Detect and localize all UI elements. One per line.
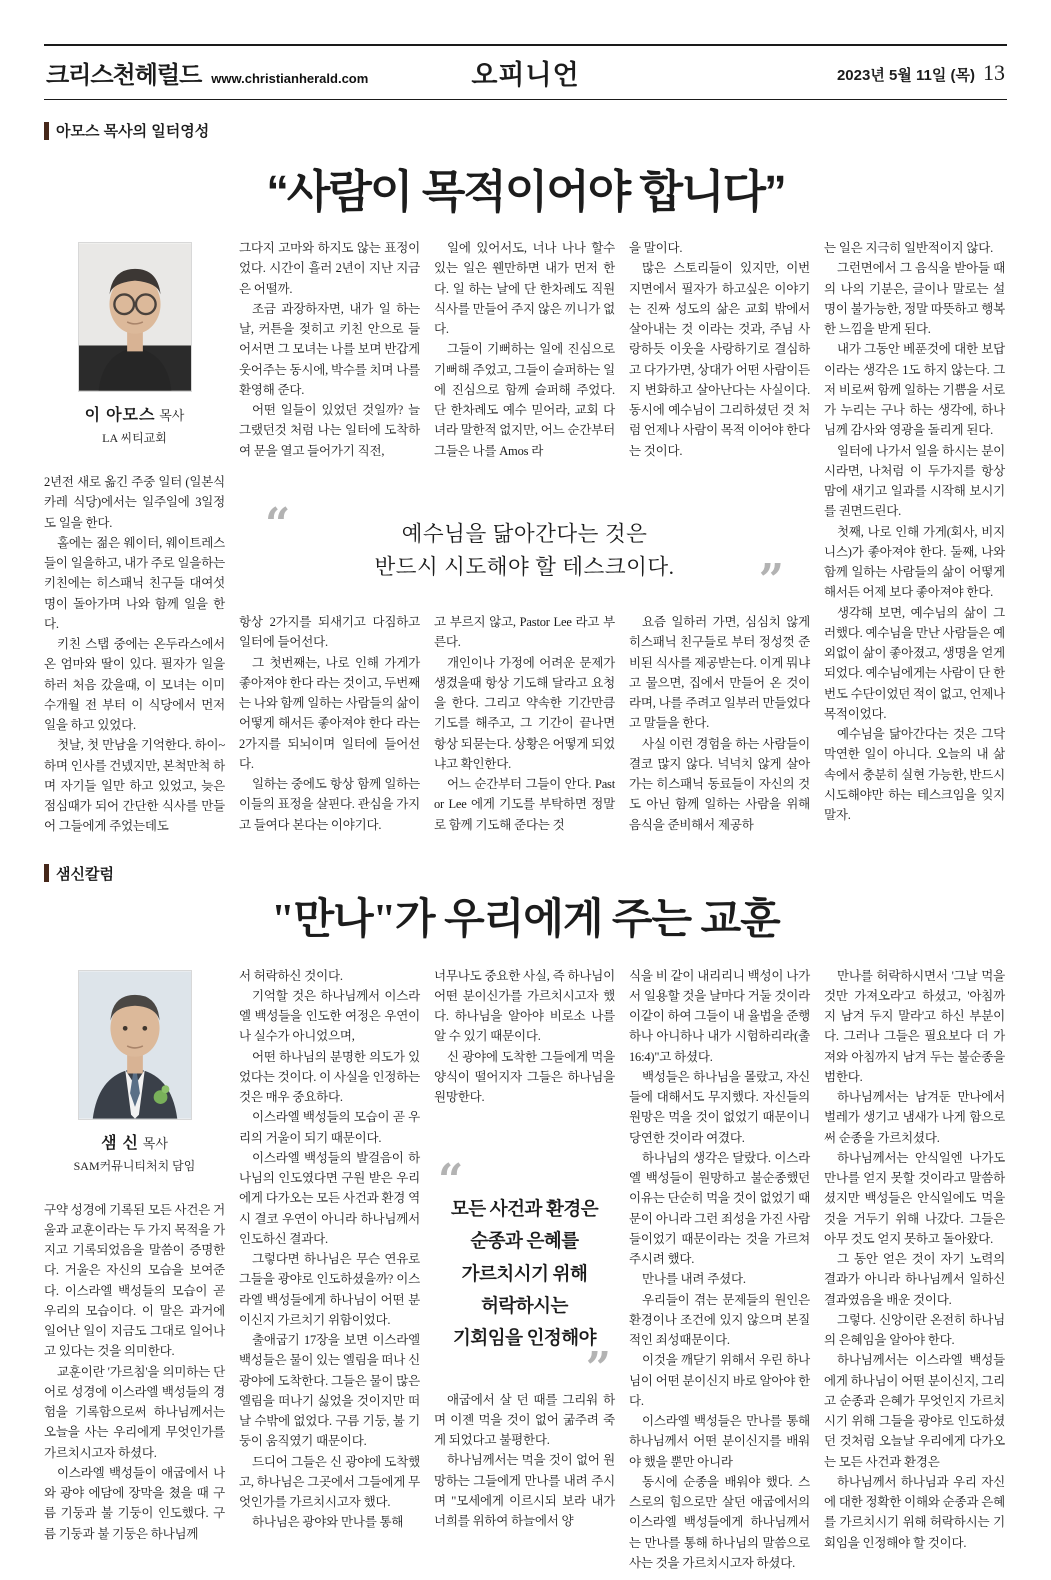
paragraph: 고 부르지 않고, Pastor Lee 라고 부른다. [434,615,615,650]
article1-middle-top [239,238,810,490]
paragraph: 식을 비 같이 내리리니 백성이 나가서 일용할 것을 날마다 거둘 것이라 이같이 하여 그들이 내 율법을 준행하나 아니하나 내가 시험하리라(출16:4)"고 하셨다. [629,968,810,1064]
article2-author-card [44,970,225,1174]
section-title: 오피니언 [471,60,580,90]
article1-author-card [44,242,225,446]
paragraph: 그렇다. 신앙이란 온전히 하나님의 은혜임을 알아야 한다. [824,1312,1005,1347]
paragraph: 하나님은 광야와 만나를 통해 [252,1515,404,1530]
page-header [44,44,1007,100]
article2-col1-text [44,1200,225,1544]
author1-byline [44,402,225,425]
article2-col1 [44,966,225,1574]
article2-col3-bottom [434,1390,615,1532]
header-left [46,55,368,90]
quote-line: 모든 사건과 환경은 [450,1199,599,1220]
close-quote-icon: ” [758,554,784,606]
paragraph: 첫날, 첫 만남을 기억한다. 하이~ 하며 인사를 건넸지만, 본척만척 하며 자기들 일만 하고 있었고, 늦은 점심때가 되어 간단한 식사를 만들어 그들에게 주었는데도 [44,738,225,834]
article1-headline: “사람이 목적이어야 합니다” [266,166,785,217]
paragraph: 이스라엘 백성들의 발걸음이 하나님의 인도였다면 구원 받은 우리에게 다가오는 모든 사건과 환경 역시 결코 우연이 아니라 하나님께서 인도하신 결과다. [239,1150,420,1246]
paragraph: 하나님께서는 남겨둔 만나에서 벌레가 생기고 냄새가 나게 함으로써 순종을 가르치셨다. [824,1090,1005,1145]
article1-col4-top [629,238,810,490]
paragraph: 서 허락하신 것이다. [239,968,343,983]
article1-col5-text [824,238,1005,837]
paragraph: 이스라엘 백성들은 만나를 통해 하나님께서 어떤 분이신지를 배워야 했을 뿐만 아니라 [629,1414,810,1469]
paragraph: 이것을 깨닫기 위해서 우린 하나님이 어떤 분이신지 바로 알아야 한다. [629,1353,810,1408]
article1-middle-bottom [239,612,810,835]
paragraph: 일하는 중에도 항상 함께 일하는 이들의 표정을 살핀다. 관심을 가지고 들여다 본다는 이야기다. [239,777,420,832]
article2-kicker [44,863,1007,884]
article1-col2-top [239,238,420,490]
masthead-logo: 크리스천헤럴드 [46,62,202,89]
page-number: 13 [983,59,1005,85]
paragraph: 만나를 내려 주셨다. [642,1272,746,1287]
paragraph: 홀에는 젊은 웨이터, 웨이트레스 들이 일을하고, 내가 주로 일을하는 키친에는 히스패닉 친구들 대여섯 명이 돌아가며 나와 함께 일을 한다. [44,535,225,631]
paragraph: 만나를 허락하시면서 '그날 먹을 것만 가져오라'고 하셨고, '아침까지 남겨 두지 말라'고 하신 부분이다. 그러나 그들은 필요보다 더 가져와 아침까지 남겨 두는 불순종을 범한다. [824,968,1005,1084]
paragraph: 백성들은 하나님을 몰랐고, 자신들에 대해서도 무지했다. 자신들의 원망은 먹을 것이 없었기 때문이니 당연한 것이라 여겼다. [629,1069,810,1145]
paragraph: 사실 이런 경험을 하는 사람들이 결코 많지 않다. 넉넉치 않게 살아가는 히스패닉 동료들이 자신의 것도 아닌 함께 일하는 사람을 위해 음식을 준비해서 제공하 [629,736,810,832]
paragraph: 그 첫번째는, 나로 인해 가게가 좋아져야 한다 라는 것이고, 두번째는 나와 함께 일하는 사람들의 삶이 어떻게 해서든 좋아져야 한다 라는 2가지를 되뇌이며 일터에 들어선다. [239,655,420,771]
paragraph: 하나님께서는 안식일엔 나가도 만나를 얻지 못할 것이라고 말씀하셨지만 백성들은 안식일에도 먹을 것을 거두기 위해 나갔다. 그들은 아무 것도 얻지 못하고 돌아왔다. [824,1150,1005,1246]
author1-name: 이 아모스 [84,407,156,424]
paragraph: 너무나도 중요한 사실, 즉 하나님이 어떤 분이신가를 가르치시고자 했다. 하나님을 알아야 비로소 나를 알 수 있기 때문이다. [434,968,615,1044]
paragraph: 첫째, 나로 인해 가게(회사, 비지니스)가 좋아져야 한다. 둘째, 나와 함께 일하는 사람들의 삶이 어떻게 해서든 어제 보다 좋아져야 한다. [824,524,1005,600]
paragraph: 을 말이다. [629,241,683,255]
article1-col2-bottom [239,612,420,835]
author1-affiliation: LA 씨티교회 [102,431,167,445]
kicker-bar [44,122,49,140]
paragraph: 기억할 것은 하나님께서 이스라엘 백성들을 인도한 여정은 우연이나 실수가 아니었으며, [239,988,420,1044]
paragraph: 이스라엘 백성들이 애굽에서 나와 광야 에담에 장막을 쳤을 때 구름 기둥과 불 기둥이 인도했다. 구름 기둥과 불 기둥은 하나님께 [44,1465,225,1541]
paragraph: 항상 2가지를 되새기고 다짐하고 일터에 들어선다. [239,615,420,650]
paragraph: 많은 스토리들이 있지만, 이번 지면에서 필자가 하고싶은 이야기는 진짜 성도의 삶은 교회 밖에서 살아내는 것 이라는 것과, 주님 사랑하듯 이웃을 사랑하기로 결심하고 다가가면, 상대가 어떤 사람이든지 변화하고 살아난다는 사실이다. 동시에 예수님이 그리하셨던 것 처럼 언제나 사람이 목적 이어야 한다는 것이다. [629,261,810,458]
paragraph: 어느 순간부터 그들이 안다. Pastor Lee 에게 기도를 부탁하면 정말로 함께 기도해 준다는 것 [434,777,615,832]
paragraph: 애굽에서 살 던 때를 그리워 하며 이젠 먹을 것이 없어 굶주려 죽게 되었다고 불평한다. [434,1392,615,1447]
paragraph: 하나님께서는 먹을 것이 없어 원망하는 그들에게 만나를 내려 주시며 "모세에게 이르시되 보라 내가 너희를 위하여 하늘에서 양 [434,1453,615,1528]
website-link[interactable]: www.christianherald.com [211,71,369,86]
author2-photo [78,970,192,1120]
article2-kicker-label: 샘신칼럼 [56,865,114,883]
paragraph: 교훈이란 '가르침'을 의미하는 단어로 성경에 이스라엘 백성들의 경험을 기록함으로써 하나님께서는 오늘을 사는 우리에게 무엇인가를 가르치시고자 하셨다. [44,1364,225,1460]
article1-col4-bottom [629,612,810,835]
author2-affiliation: SAM커뮤니티처치 담임 [73,1158,196,1173]
article2-pull-quote-text [438,1194,611,1356]
article2-headline: "만나"가 우리에게 주는 교훈 [271,896,780,943]
author2-byline [44,1130,225,1153]
paragraph: 그들이 기뻐하는 일에 진심으로 기뻐해 주었고, 그들이 슬퍼하는 일에 진심으로 함께 슬퍼해 주었다. 단 한차례도 예수 믿어라, 교회 다녀라 말한적 없지만, 어느 순간부터 그들은 나를 Amos 라 [434,342,615,458]
header-right [837,60,1005,86]
paragraph: 일에 있어서도, 너나 나나 할수 있는 일은 웬만하면 내가 먼저 한다. 일 하는 날에 단 한차례도 직원 식사를 만들어 주지 않은 끼니가 없다. [434,241,615,336]
article1-body [44,238,1007,837]
article2-body [44,966,1007,1574]
article1-middle-columns [239,238,810,837]
paragraph: 출애굽기 17장을 보면 이스라엘 백성들은 물이 있는 엘림을 떠나 신 광야에 도착한다. 그들은 물이 많은 엘림을 떠나기 싫었을 것이지만 떠날 수밖에 없었다. 구름 기둥, 불 기둥이 움직였기 때문이다. [239,1333,420,1449]
paragraph: 개인이나 가정에 어려운 문제가 생겼을때 항상 기도해 달라고 요청을 한다. 그리고 약속한 기간만큼 기도를 해주고, 그 기간이 끝나면 항상 되묻는다. 상황은 어떻게 되었냐고 확인한다. [434,655,615,771]
article1-col1-text [44,472,225,837]
paragraph: 조금 과장하자면, 내가 일 하는 날, 커튼을 젖히고 키친 안으로 들어서면 그 모녀는 나를 보며 반갑게 웃어주는 동시에, 박수를 치며 나를 환영해 준다. [239,301,420,397]
paragraph: 키친 스탭 중에는 온두라스에서 온 엄마와 딸이 있다. 필자가 일을 하러 처음 갔을때, 이 모녀는 이미 수개월 전 부터 이 식당에서 먼저 일을 하고 있었다. [44,637,225,732]
issue-date: 2023년 5월 11일 (목) [836,66,975,84]
open-quote-icon: “ [265,499,291,550]
quote-line: 기회임을 인정해야 [452,1329,597,1350]
article2-col2-text [239,966,420,1574]
article2-col3 [434,966,615,1574]
quote-line: 허락하시는 [481,1297,568,1318]
article1-col3-bottom [434,612,615,835]
paragraph: 2년전 새로 옮긴 주중 일터 (일본식 카레 식당)에서는 일주일에 3일정도 일을 한다. [44,475,225,530]
paragraph: 어떤 일들이 있었던 것일까? 늘 그랬던것 처럼 나는 일터에 도착하여 문을 열고 들어가기 직전, [239,403,420,458]
paragraph: 그렇다면 하나님은 무슨 연유로 그들을 광야로 인도하셨을까? 이스라엘 백성들에게 하나님이 어떤 분이신지 가르치기 위함이었다. [239,1252,420,1327]
paragraph: 동시에 순종을 배워야 했다. 스스로의 힘으로만 살던 애굽에서의 이스라엘 백성들에게 하나님께서는 만나를 통해 하나님의 말씀으로 사는 것을 가르치시고자 하셨다. [629,1474,810,1570]
paragraph: 생각해 보면, 예수님의 삶이 그러했다. 예수님을 만난 사람들은 예외없이 삶이 좋아졌고, 생명을 얻게 되었다. 예수님에게는 사람이 단 한번도 수단이었던 적이 없고, 언제나 목적이었다. [824,605,1005,721]
paragraph: 신 광야에 도착한 그들에게 먹을 양식이 떨어지자 그들은 하나님을 원망한다. [434,1049,615,1104]
paragraph: 그 동안 얻은 것이 자기 노력의 결과가 아니라 하나님께서 일하신 결과였음을 배운 것이다. [824,1252,1005,1307]
paragraph: 하나님의 생각은 달랐다. 이스라엘 백성들이 원망하고 불순종했던 이유는 단순히 먹을 것이 없었기 때문이 아니라 그런 죄성을 가진 사람들이었기 때문이라는 것을 가르쳐주시려 했다. [629,1150,810,1266]
paragraph: 그다지 고마와 하지도 않는 표정이었다. 시간이 흘러 2년이 지난 지금은 어떨까. [239,241,420,296]
quote-line: 예수님을 닮아간다는 것은 [401,521,648,546]
paragraph: 어떤 하나님의 분명한 의도가 있었다는 것이다. 이 사실을 인정하는 것은 매우 중요하다. [239,1049,420,1104]
close-quote-icon: ” [585,1342,611,1394]
author2-name: 샘 신 [101,1134,140,1152]
article1-pull-quote-text [290,518,758,585]
article1-kicker-label: 아모스 목사의 일터영성 [56,123,210,140]
paragraph: 이스라엘 백성들의 모습이 곧 우리의 거울이 되기 때문이다. [239,1110,420,1145]
article1-kicker [44,120,1007,141]
quote-line: 반드시 시도해야 할 테스크이다. [374,555,675,579]
paragraph: 는 일은 지극히 일반적이지 않다. [824,241,994,255]
author1-photo [78,242,192,392]
paragraph: 일터에 나가서 일을 하시는 분이 시라면, 나처럼 이 두가지를 항상 맘에 새기고 일과를 시작해 보시기를 권면드린다. [824,443,1005,519]
paragraph: 우리들이 겪는 문제들의 원인은 환경이나 조건에 있지 않으며 본질적인 죄성때문이다. [629,1292,810,1347]
paragraph: 하나님께서는 이스라엘 백성들에게 하나님이 어떤 분이신지, 그리고 순종과 은혜가 무엇인지 가르치시기 위해 그들을 광야로 인도하셨던 것처럼 오늘날 우리에게 다가오는 모든 사건과 환경은 [824,1353,1005,1469]
article2-col3-top [434,966,615,1162]
kicker-bar [44,864,49,882]
author2-title: 목사 [142,1135,168,1151]
article2-pull-quote [434,1154,615,1394]
paragraph: 요즘 일하러 가면, 심심치 않게 히스패닉 친구들로 부터 정성껏 준비된 식사를 제공받는다. 이게 뭐냐고 물으면, 집에서 만들어 온 것이라며, 나를 주려고 일부러 만들었다고 말들을 한다. [629,615,810,731]
paragraph: 드디어 그들은 신 광야에 도착했고, 하나님은 그곳에서 그들에게 무엇인가를 가르치시고자 했다. [239,1454,420,1509]
paragraph: 하나님께서 하나님과 우리 자신에 대한 정확한 이해와 순종과 은혜를 가르치시기 위해 허락하시는 기회임을 인정해야 할 것이다. [824,1474,1005,1550]
paragraph: 구약 성경에 기록된 모든 사건은 거울과 교훈이라는 두 가지 목적을 가지고 기록되었음을 말씀이 증명한다. 거울은 자신의 모습을 보여준다. 이스라엘 백성들의 모습이 곧 우리의 모습이다. 이 말은 과거에 일어난 일이 지금도 그대로 일어나고 있다는 것을 의미한다. [44,1202,225,1359]
article2-col5-text [824,966,1005,1574]
paragraph: 예수님을 닮아간다는 것은 그닥 막연한 일이 아니다. 오늘의 내 삶속에서 충분히 실현 가능한, 반드시 시도해야만 하는 테스크임을 잊지 말자. [824,727,1005,822]
paragraph: 내가 그동안 베푼것에 대한 보답 이라는 생각은 1도 하지 않는다. 그저 비로써 함께 일하는 기쁨을 서로가 누리는 구나 하는 생각에, 하나님께 감사와 영광을 돌리게 된다. [824,342,1005,438]
quote-line: 가르치시기 위해 [461,1264,588,1285]
open-quote-icon: “ [438,1154,464,1206]
article1-col1 [44,238,225,837]
article2-col4-text [629,966,810,1574]
article1-pull-quote [239,490,810,612]
paragraph: 그런면에서 그 음식을 받아들 때의 나의 기분은, 글이나 말로는 설명이 불가능한, 정말 따뜻하고 행복한 느낌을 받게 된다. [824,261,1005,336]
quote-line: 순종과 은혜를 [470,1232,579,1253]
author1-title: 목사 [159,408,185,423]
article1-col3-top [434,238,615,490]
